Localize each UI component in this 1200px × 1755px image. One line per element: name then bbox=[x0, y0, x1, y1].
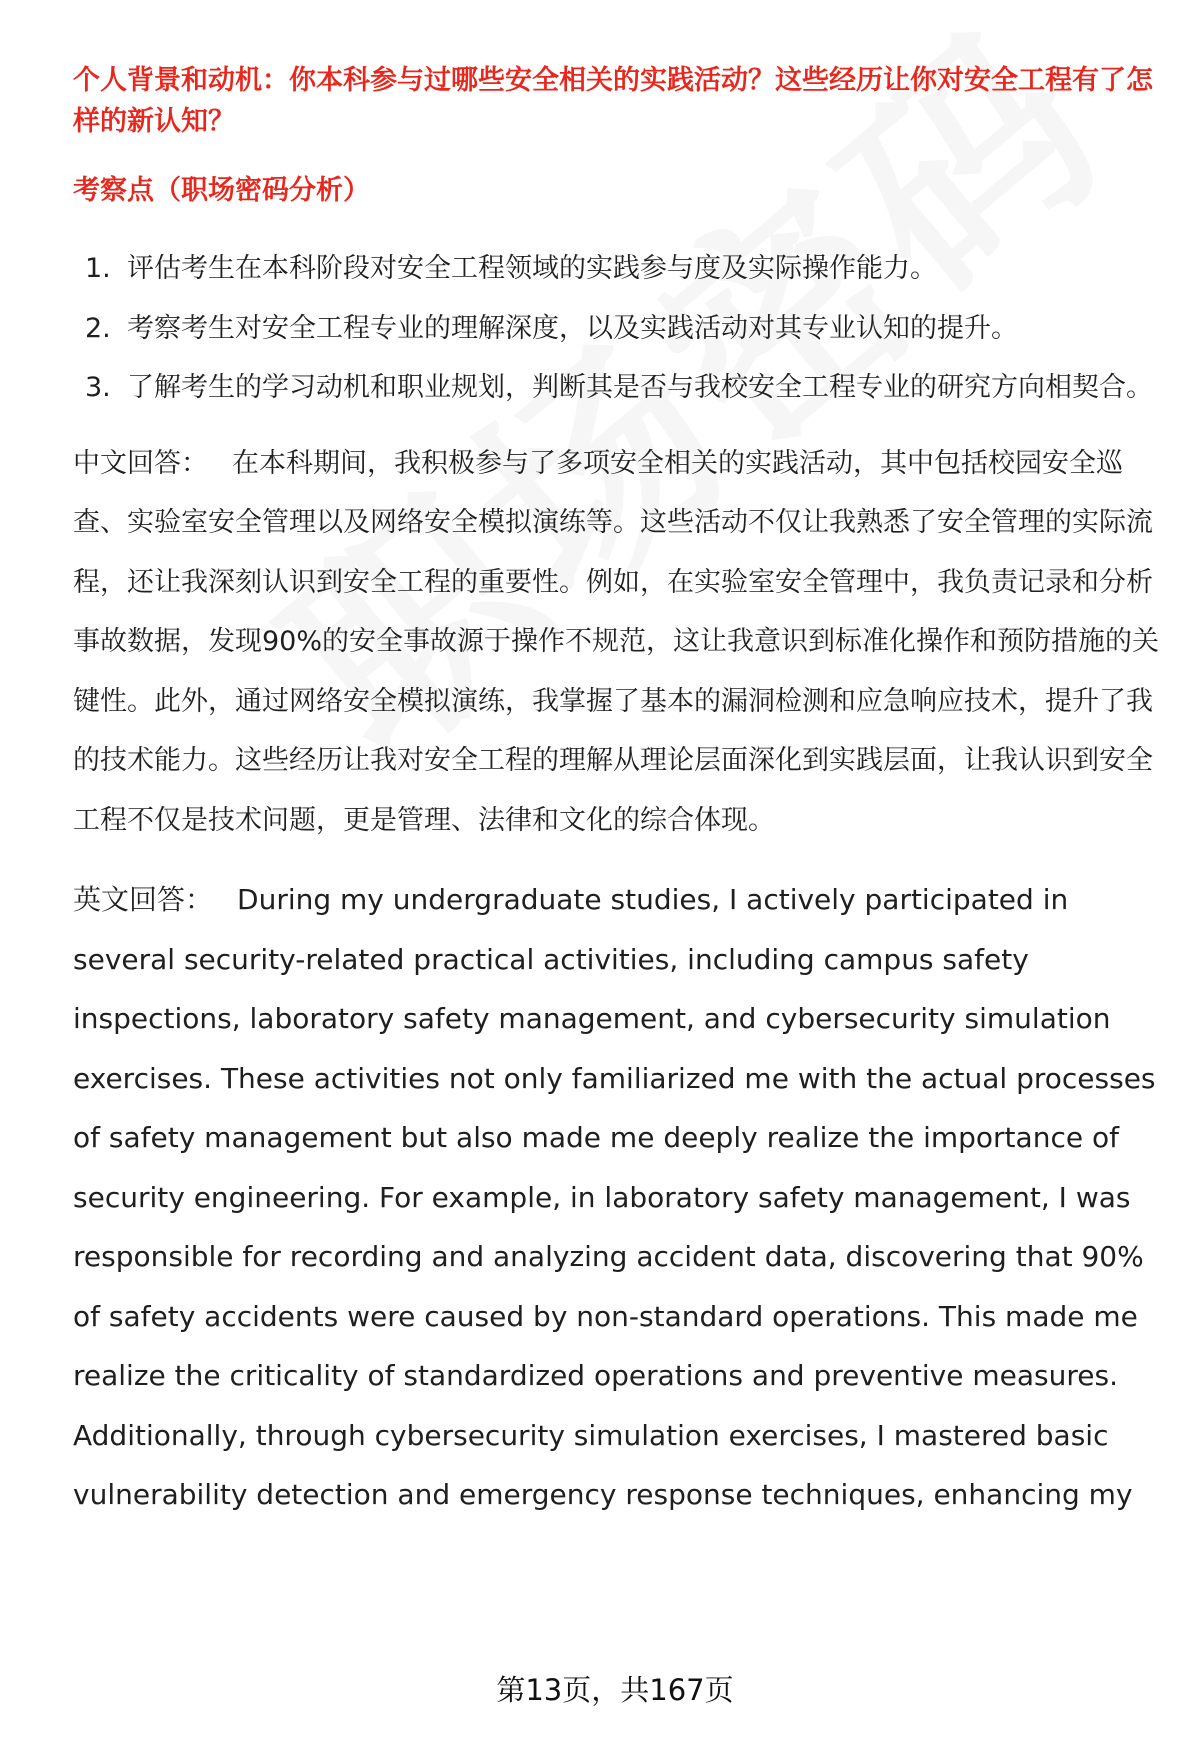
list-item bbox=[73, 358, 1163, 418]
list-item-text: 考察考生对安全工程专业的理解深度，以及实践活动对其专业认知的提升。 bbox=[127, 312, 1018, 344]
list-item-text: 评估考生在本科阶段对安全工程领域的实践参与度及实际操作能力。 bbox=[127, 253, 937, 284]
english-answer-label: 英文回答： bbox=[73, 883, 214, 916]
list-item-number: 1. bbox=[85, 253, 111, 284]
chinese-answer bbox=[73, 434, 1163, 851]
page-number-footer: 第13页，共167页 bbox=[496, 1673, 734, 1707]
document-page bbox=[73, 60, 1163, 1525]
chinese-answer-label: 中文回答： bbox=[73, 447, 208, 479]
list-item bbox=[73, 299, 1163, 359]
question-heading: 个人背景和动机：你本科参与过哪些安全相关的实践活动？这些经历让你对安全工程有了怎样的新认知？ bbox=[73, 65, 1153, 137]
english-answer bbox=[73, 870, 1163, 1525]
list-item bbox=[73, 239, 1163, 299]
list-item-number: 2. bbox=[85, 312, 111, 344]
assessment-points-list bbox=[73, 239, 1163, 418]
english-answer-text: During my undergraduate studies, I actively participated in several security-related practical activities, including campus safety inspections, laboratory safety management, and cybersecurity simulation exercises. These activities not only familiarized me with the actual processes of safety management but also made me deeply realize the importance of security engineering. For example, in laboratory safety management, I was responsible for recording and analyzing accident data, discovering that 90% of safety accidents were caused by non-standard operations. This made me realize the criticality of standardized operations and preventive measures. Additionally, through cybersecurity simulation exercises, I mastered basic vulnerability detection and emergency response techniques, enhancing my bbox=[73, 883, 1156, 1511]
chinese-answer-text: 在本科期间，我积极参与了多项安全相关的实践活动，其中包括校园安全巡查、实验室安全管理以及网络安全模拟演练等。这些活动不仅让我熟悉了安全管理的实际流程，还让我深刻认识到安全工程的重要性。例如，在实验室安全管理中，我负责记录和分析事故数据，发现90%的安全事故源于操作不规范，这让我意识到标准化操作和预防措施的关键性。此外，通过网络安全模拟演练，我掌握了基本的漏洞检测和应急响应技术，提升了我的技术能力。这些经历让我对安全工程的理解从理论层面深化到实践层面，让我认识到安全工程不仅是技术问题，更是管理、法律和文化的综合体现。 bbox=[73, 447, 1160, 836]
list-item-number: 3. bbox=[85, 372, 111, 403]
section-title: 考察点（职场密码分析） bbox=[73, 175, 370, 206]
list-item-text: 了解考生的学习动机和职业规划，判断其是否与我校安全工程专业的研究方向相契合。 bbox=[127, 372, 1153, 403]
